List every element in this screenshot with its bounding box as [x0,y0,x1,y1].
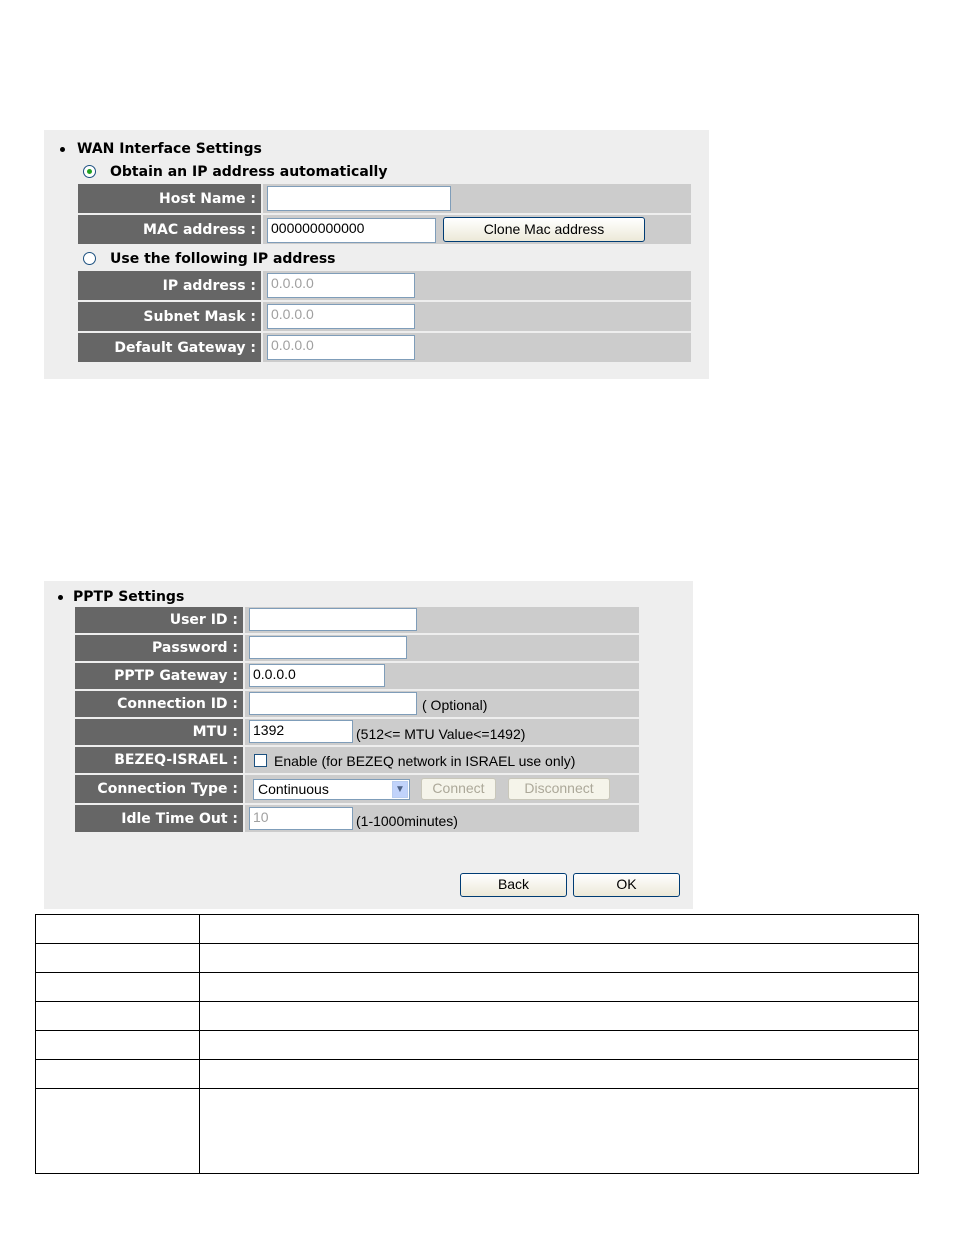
table-row [36,1031,919,1060]
ip-address-input[interactable]: 0.0.0.0 [267,273,415,298]
default-gateway-row [78,333,691,362]
table-cell [36,944,200,973]
host-name-row [78,184,691,213]
default-gateway-label: Default Gateway : [78,333,261,362]
table-cell [200,1002,919,1031]
wan-section-title: WAN Interface Settings [60,141,262,157]
ip-address-label: IP address : [78,271,261,300]
back-button[interactable]: Back [460,873,567,897]
pptp-gateway-label: PPTP Gateway : [75,663,243,689]
bezeq-enable-text: Enable (for BEZEQ network in ISRAEL use only) [274,753,576,769]
table-cell [200,944,919,973]
table-cell [36,1031,200,1060]
pptp-gateway-input[interactable]: 0.0.0.0 [249,664,385,687]
table-row [36,1060,919,1089]
password-label: Password : [75,635,243,661]
connection-id-label: Connection ID : [75,691,243,717]
connection-id-note: ( Optional) [422,697,488,713]
table-cell [200,973,919,1002]
table-cell [200,1060,919,1089]
mac-address-label: MAC address : [78,215,261,244]
mtu-input[interactable]: 1392 [249,720,353,743]
table-cell [200,915,919,944]
bezeq-israel-label: BEZEQ-ISRAEL : [75,747,243,773]
idle-time-out-label: Idle Time Out : [75,805,243,832]
subnet-mask-input[interactable]: 0.0.0.0 [267,304,415,329]
pptp-settings-panel [44,581,693,909]
subnet-mask-row [78,302,691,331]
use-following-ip-option[interactable]: Use the following IP address [83,251,336,267]
subnet-mask-label: Subnet Mask : [78,302,261,331]
table-row [36,1002,919,1031]
user-id-input[interactable] [249,608,417,631]
chevron-down-icon[interactable]: ▼ [392,781,408,798]
connection-id-row [75,691,639,717]
table-row [36,1089,919,1174]
connection-type-select[interactable]: Continuous ▼ [253,779,410,800]
pptp-section-title: PPTP Settings [58,589,184,605]
table-cell [200,1031,919,1060]
mtu-range-note: (512<= MTU Value<=1492) [356,726,526,742]
mtu-row [75,719,639,745]
user-id-row [75,607,639,633]
connection-id-input[interactable] [249,692,417,715]
bezeq-israel-row [75,747,639,773]
idle-time-out-note: (1-1000minutes) [356,813,458,829]
host-name-label: Host Name : [78,184,261,213]
ok-button[interactable]: OK [573,873,680,897]
bullet-icon [60,147,65,152]
table-cell [36,1060,200,1089]
radio-unselected-icon[interactable] [83,252,96,265]
idle-time-out-input[interactable]: 10 [249,807,353,830]
table-cell [36,1089,200,1174]
mtu-label: MTU : [75,719,243,745]
radio-selected-icon[interactable] [83,165,96,178]
mac-address-input[interactable]: 000000000000 [267,218,436,243]
ip-address-row [78,271,691,300]
password-row [75,635,639,661]
mac-address-row [78,215,691,244]
clone-mac-address-button[interactable]: Clone Mac address [443,217,645,242]
connection-type-label: Connection Type : [75,775,243,803]
table-row [36,944,919,973]
idle-time-out-row [75,805,639,832]
document-table [35,914,919,1174]
obtain-ip-auto-option[interactable]: Obtain an IP address automatically [83,164,387,180]
password-input[interactable] [249,636,407,659]
table-row [36,915,919,944]
table-cell [36,915,200,944]
table-row [36,973,919,1002]
table-cell [36,973,200,1002]
pptp-gateway-row [75,663,639,689]
host-name-input[interactable] [267,186,451,211]
table-cell [36,1002,200,1031]
wan-settings-panel [44,130,709,379]
connect-button[interactable]: Connect [421,778,496,800]
bezeq-enable-checkbox[interactable] [254,754,267,767]
connection-type-row [75,775,639,803]
user-id-label: User ID : [75,607,243,633]
bullet-icon [58,595,63,600]
default-gateway-input[interactable]: 0.0.0.0 [267,335,415,360]
disconnect-button[interactable]: Disconnect [508,778,610,800]
table-cell [200,1089,919,1174]
